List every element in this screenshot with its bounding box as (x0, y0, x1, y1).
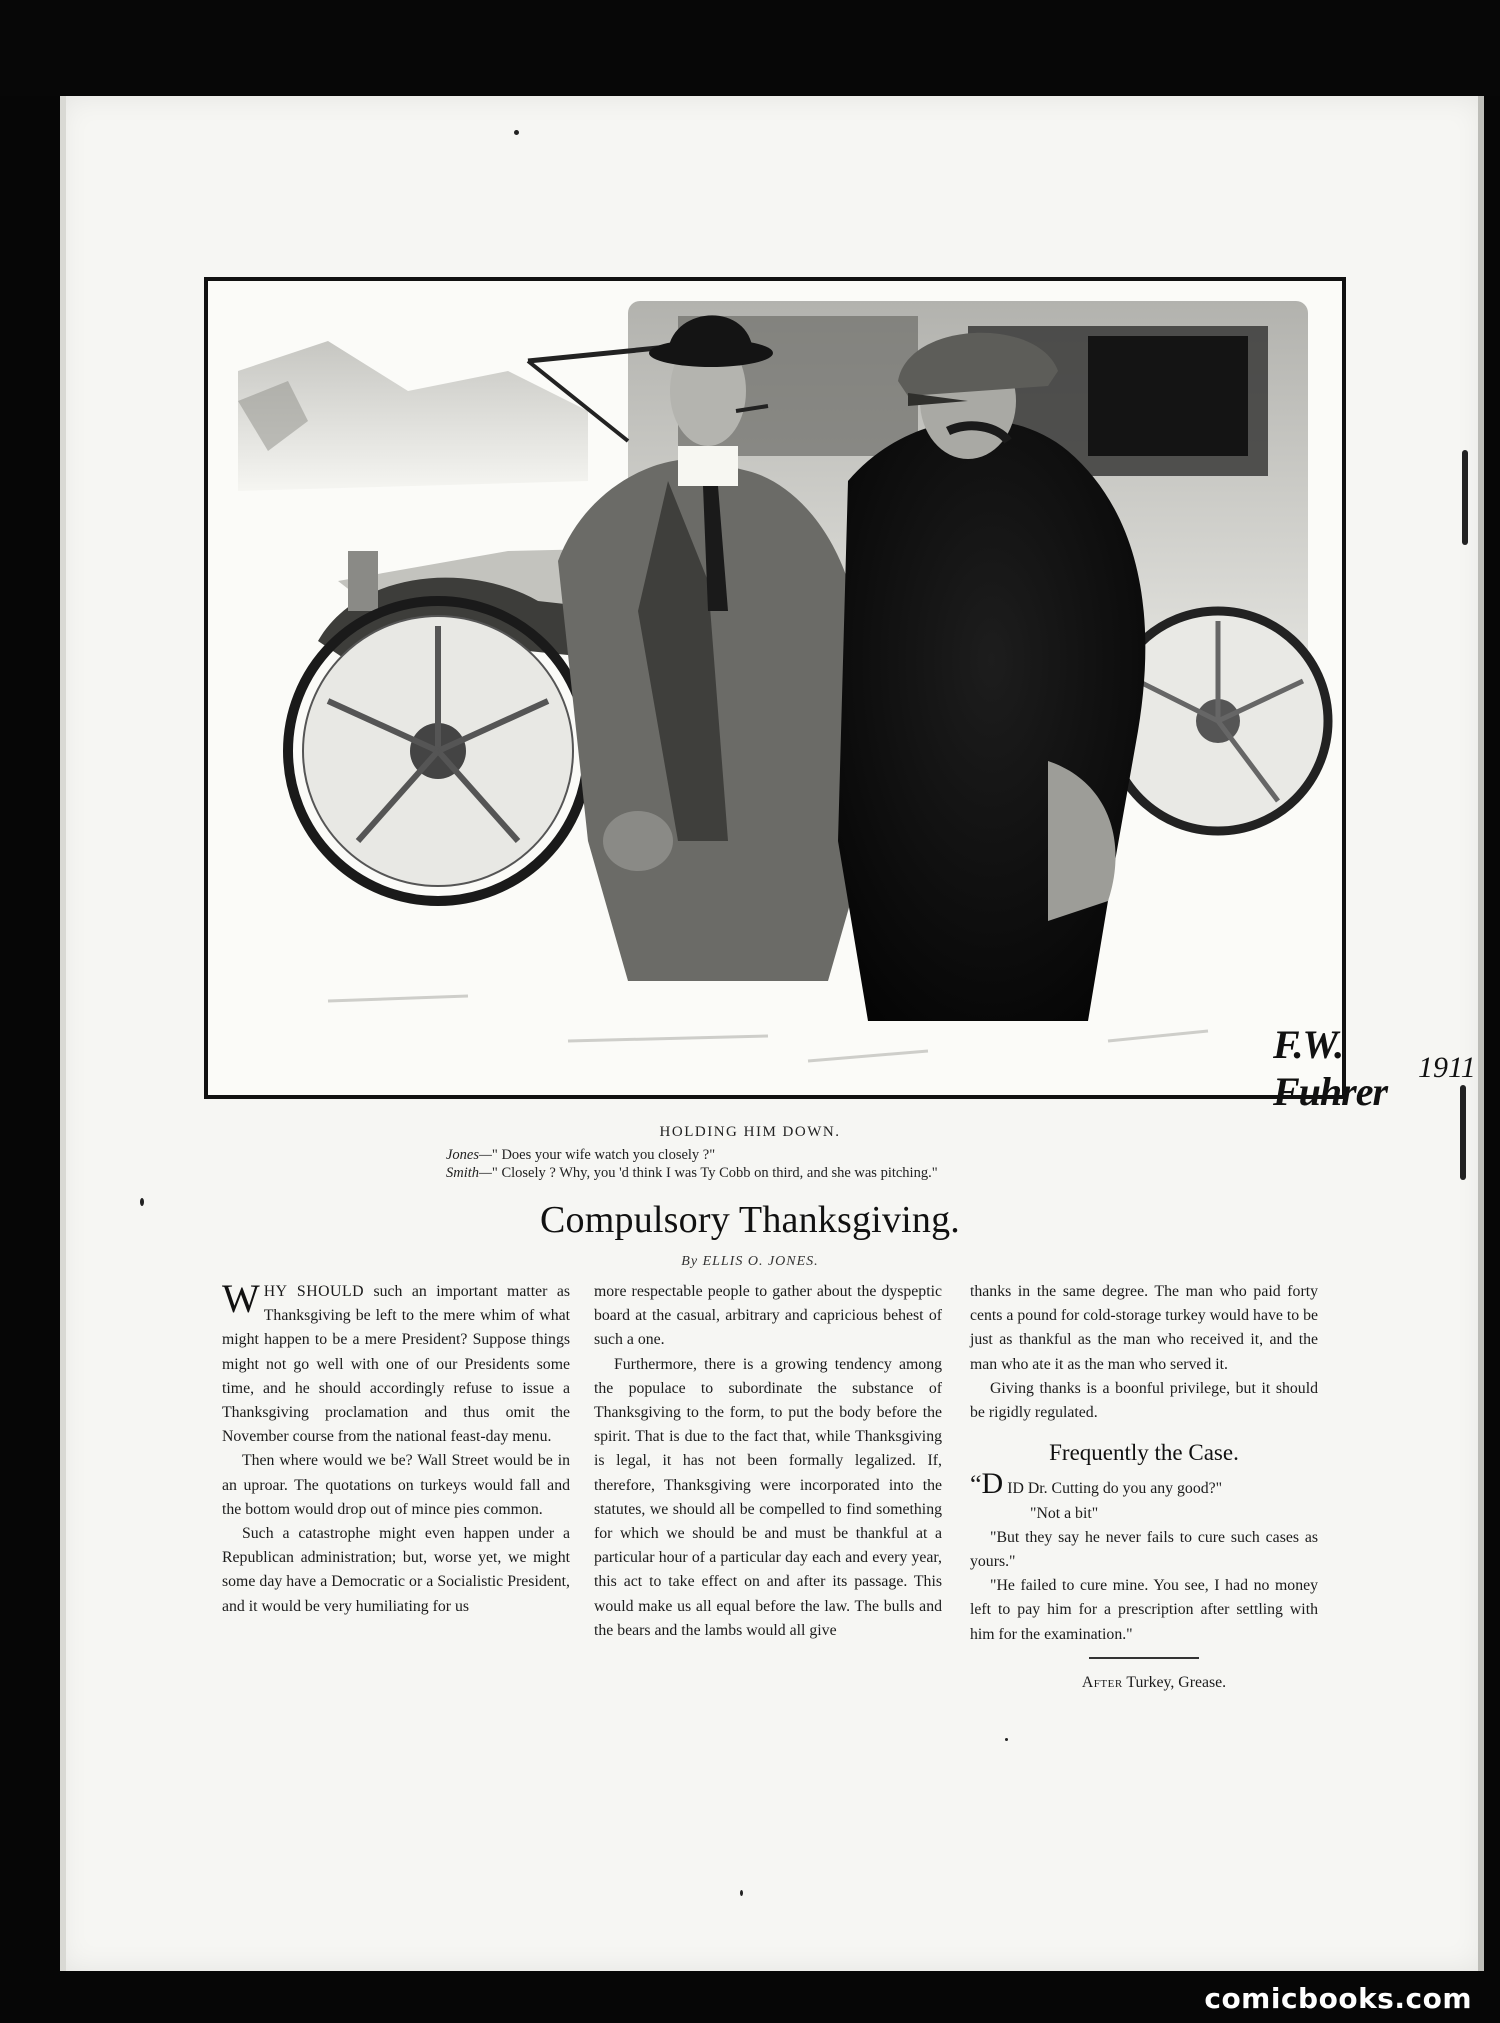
joke-title: Frequently the Case. (1049, 1440, 1239, 1466)
page-edge-left (60, 96, 66, 1971)
artist-signature: F.W. Fuhrer (1273, 1022, 1388, 1114)
article-paragraph-5: Giving thanks is a boonful privilege, but it should be rigidly regulated. (970, 1379, 1318, 1422)
caption-speaker-2: Smith— (446, 1165, 492, 1181)
joke-line-2: "Not a bit" (1030, 1504, 1099, 1522)
lead-caps: HY SHOULD (263, 1283, 365, 1300)
site-watermark: comicbooks.com (1204, 1982, 1472, 2015)
illustration-frame (204, 277, 1476, 1114)
caption-dialogue (446, 1146, 938, 1182)
article-paragraph-4-end: thanks in the same degree. The man who paid forty cents a pound for cold-storage turkey would have to be just as thankful as the man who received it, and the man who ate it as the man who served it. (970, 1283, 1318, 1373)
article-paragraph-1 (222, 1276, 571, 1449)
article-paragraph-2: Then where would we be? Wall Street would be in an uproar. The quotations on turkeys would fall and the bottom would drop out of mince pies common. (222, 1452, 570, 1518)
caption-title: HOLDING HIM DOWN. (659, 1124, 841, 1140)
caption-line-2-text: " Closely ? Why, you 'd think I was Ty Cobb on third, and she was pitching." (491, 1165, 938, 1181)
article-paragraph-3-end: more respectable people to gather about the dyspeptic board at the casual, arbitrary and capricious behest of such a one. (594, 1283, 942, 1349)
credit-smallcaps: After (1081, 1673, 1123, 1691)
byline-prefix: By (681, 1254, 699, 1269)
caption-line-2 (446, 1164, 938, 1182)
joke-line-1 (970, 1469, 1318, 1501)
joke-drop-cap: D (981, 1467, 1004, 1501)
article-column-1 (222, 1276, 571, 1619)
page-edge-right (1478, 96, 1484, 1971)
joke-line-4: "He failed to cure mine. You see, I had no money left to pay him for a prescription after settling with him for the examination." (970, 1577, 1318, 1643)
article-paragraph-3-start: Such a catastrophe might even happen under a Republican administration; but, worse yet, we might some day have a Democratic or a Socialistic President, and it would be very humiliating for us (222, 1525, 570, 1615)
artist-signature-year: 1911 (1418, 1051, 1476, 1084)
caption-speaker-1: Jones— (446, 1147, 492, 1163)
drop-cap: W (222, 1276, 260, 1321)
caption-line-1-text: " Does your wife watch you closely ?" (491, 1147, 716, 1163)
byline-author: ELLIS O. JONES. (702, 1254, 819, 1269)
caption-line-1 (446, 1146, 938, 1164)
article-byline (0, 1254, 1500, 1270)
joke-line-1-text: ID Dr. Cutting do you any good?" (1007, 1480, 1223, 1498)
joke-credit (970, 1671, 1318, 1695)
joke-divider (1089, 1657, 1199, 1659)
article-column-3 (970, 1280, 1318, 1695)
paragraph-1-text: such an important matter as Thanksgiving be left to the mere whim of what might happen to be a mere President? Suppose things might not go well with one of our Presidents some time, and he should accordingly refuse to issue a Thanksgiving proclamation and thus omit the November course from the national feast-day menu. (222, 1283, 571, 1446)
scan-border (0, 0, 1500, 96)
joke-open-quote: “ (970, 1470, 982, 1500)
credit-rest: Turkey, Grease. (1122, 1673, 1227, 1691)
article-paragraph-4-start: Furthermore, there is a growing tendency among the populace to subordinate the substance of Thanksgiving to the form, to put the body before the spirit. That is due to the fact that, while Thanksgiving is legal, it has not been formally legalized. If, therefore, Thanksgiving were incorporated into the statutes, we should all be compelled to find something for which we should be and must be thankful at a particular hour of a particular day each and every year, this act to take effect on and after its passage. This would make us all equal before the law. The bulls and the bears and the lambs would all give (594, 1355, 942, 1639)
joke-line-3: "But they say he never fails to cure such cases as yours." (970, 1528, 1318, 1571)
illustration-two-men-and-automobile (208, 281, 1342, 1095)
binding-clip-top (1462, 450, 1468, 545)
article-column-2 (594, 1280, 942, 1643)
article-title: Compulsory Thanksgiving. (540, 1199, 960, 1241)
